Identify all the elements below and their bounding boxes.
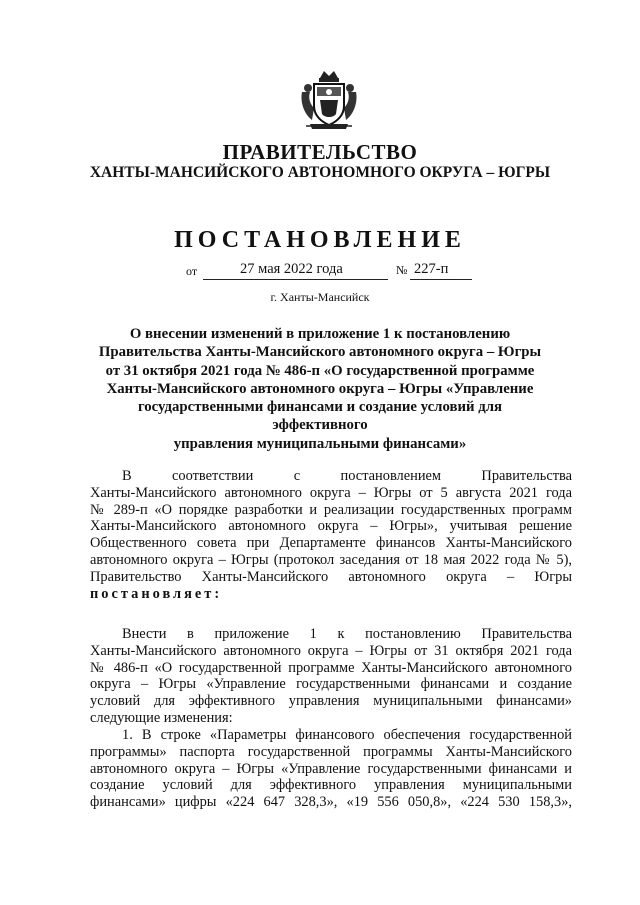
date-number-row: [0, 262, 640, 282]
intro-line: следующие изменения:: [90, 709, 233, 726]
intro-line: округа – Югры «Управление государственными финансами и создание: [90, 676, 572, 693]
date-underline: [203, 279, 388, 280]
preamble-line: Общественного совета при Департаменте финансов Ханты-Мансийского: [90, 535, 572, 552]
item-1-line: автономного округа – Югры «Управление государственными финансами и: [90, 760, 572, 777]
item-1-line: 1. В строке «Параметры финансового обеспечения государственной: [122, 727, 572, 743]
subject-line: управления муниципальными финансами»: [173, 435, 467, 452]
intro-line: Ханты-Мансийского автономного округа – Югры от 31 октября 2021 года: [90, 642, 572, 659]
region-title: ХАНТЫ-МАНСИЙСКОГО АВТОНОМНОГО ОКРУГА – ЮГРЫ: [89, 164, 551, 181]
preamble-line: Ханты-Мансийского автономного округа – Югры», учитывая решение: [90, 518, 572, 535]
government-title: ПРАВИТЕЛЬСТВО: [222, 140, 418, 164]
document-subject: [90, 325, 550, 453]
coat-of-arms-icon: [298, 68, 360, 132]
preamble-line: Правительство Ханты-Мансийского автономного округа – Югры: [90, 568, 572, 585]
subject-line: государственными финансами и создание условий для эффективного: [137, 399, 503, 434]
number-underline: [410, 279, 472, 280]
item-1-line: программы» паспорта государственной программы Ханты-Мансийского: [90, 743, 572, 760]
preamble-line: В соответствии с постановлением Правительства: [122, 468, 572, 484]
intro-paragraph: [90, 626, 572, 727]
subject-line: О внесении изменений в приложение 1 к постановлению: [129, 326, 511, 342]
preamble-line: Ханты-Мансийского автономного округа – Югры от 5 августа 2021 года: [90, 484, 572, 501]
intro-line: условий для эффективного управления муниципальными финансами»: [90, 693, 572, 710]
item-1-line: финансами» цифры «224 647 328,3», «19 556 050,8», «224 530 158,3»,: [90, 794, 572, 811]
document-city: г. Ханты-Мансийск: [270, 290, 370, 304]
preamble-paragraph: [90, 468, 572, 602]
subject-line: от 31 октября 2021 года № 486-п «О государственной программе: [105, 362, 535, 379]
item-1-paragraph: [90, 727, 572, 811]
document-number: 227-п: [414, 261, 449, 277]
intro-line: № 486-п «О государственной программе Ханты-Мансийского автономного: [90, 659, 572, 676]
intro-line: Внести в приложение 1 к постановлению Правительства: [122, 626, 572, 642]
preamble-line: № 289-п «О порядке разработки и реализации государственных программ: [90, 501, 572, 518]
subject-line: Ханты-Мансийского автономного округа – Югры «Управление: [106, 380, 534, 397]
decree-word: постановляет:: [90, 585, 223, 602]
number-prefix: №: [396, 263, 408, 277]
item-1-line: создание условий для эффективного управления муниципальными: [90, 777, 572, 794]
document-date: 27 мая 2022 года: [240, 261, 343, 277]
subject-line: Правительства Ханты-Мансийского автономного округа – Югры: [98, 344, 542, 361]
document-type: ПОСТАНОВЛЕНИЕ: [174, 227, 466, 253]
preamble-line: автономного округа – Югры (протокол заседания от 18 мая 2022 года № 5),: [90, 551, 572, 568]
date-prefix: от: [186, 264, 198, 278]
